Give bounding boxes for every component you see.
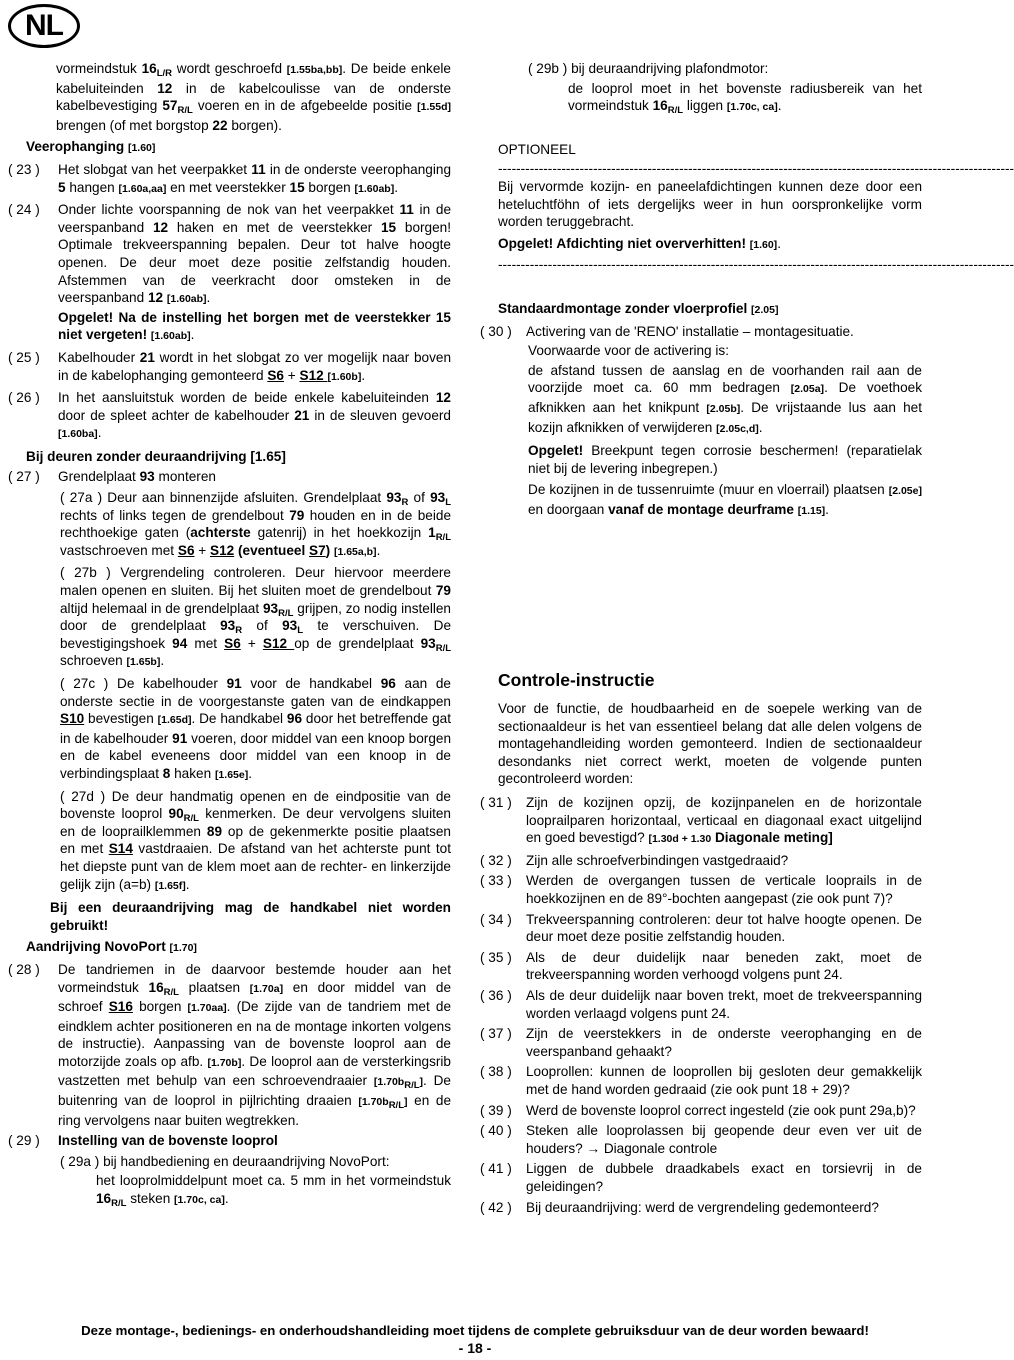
step-25: ( 25 ) Kabelhouder 21 wordt in het slobgat zo ver mogelijk naar boven in de kabelophanging gemonteerd S6 + S12 [1.60b]. <box>8 349 451 383</box>
step-30-text: de afstand tussen de aanslag en de voorhanden rail aan de voorzijde moet ca. 60 mm bedragen [2.05a]. De voethoek afknikken aan het knikpunt [2.05b]. De vrijstaande lus aan het kozijn afknikken of verwijderen [2.05c,d]. <box>528 362 923 435</box>
check-37: ( 37 ) Zijn de veerstekkers in de onderste veerophanging en de veerspanband gehaakt? <box>480 1026 922 1059</box>
right-column <box>480 60 1014 1216</box>
divider-top: ------------------------------------------------------------------------------------------------------------------ <box>498 161 1014 177</box>
divider-bottom: ------------------------------------------------------------------------------------------------------------------ <box>498 257 1014 273</box>
heading-veerophanging: Veerophanging [1.60] <box>26 139 156 155</box>
check-38: ( 38 ) Looprollen: kunnen de looprollen bij gesloten deur gemakkelijk met de hand worden gedraaid (zie ook punt 18 + 29)? <box>480 1064 922 1097</box>
check-42: ( 42 ) Bij deuraandrijving: werd de vergrendeling gedemonteerd? <box>480 1199 879 1215</box>
controle-intro: Voor de functie, de houdbaarheid en de soepele werking van de sectionaaldeur is het van essentieel belang dat alle delen volgens de montagehandleiding worden gemonteerd. Indien de sectionaaldeur desondanks niet correct werkt, moeten de volgende punten gecontroleerd worden: <box>498 701 922 787</box>
intro-paragraph: vormeindstuk $16_{L/R}$ wordt geschroefd [1.55ba,bb]. De beide enkele kabeluiteinden 12 in de kabelcoulisse van de onderste kabelbevestiging $57_{R/L}$ voeren en in de afgebeelde positie [1.55d] brengen (of met borgstop 22 borgen). <box>56 61 452 133</box>
step-30-warning: Opgelet! Breekpunt tegen corrosie beschermen! (reparatielak niet bij de levering inbegrepen.) <box>528 443 922 476</box>
step-29b-text: de looprol moet in het bovenste radiusbereik van het vormeindstuk $16_{R/L}$ liggen [1.70c, ca]. <box>568 80 922 117</box>
step-29a: ( 29a ) bij handbediening en deuraandrijving NovoPort: <box>60 1153 390 1169</box>
controle-title: Controle-instructie <box>498 670 655 691</box>
step-27a: ( 27a ) Deur aan binnenzijde afsluiten. Grendelplaat $93_R$ of $93_L$ rechts of links tegen de grendelbout 79 houden en in de beide rechthoekige gaten (achterste gatenrij) in het hoekkozijn $1_{R/L}$ vastschroeven met S6 + S12 (eventueel S7) [1.65a,b]. <box>60 490 451 558</box>
warning-veerstekker: Opgelet! Na de instelling het borgen met de veerstekker 15 niet vergeten! <box>58 309 451 343</box>
optional-text: Bij vervormde kozijn- en paneelafdichtingen kunnen deze door een heteluchtföhn of iets dergelijks weer in hun oorspronkelijke vorm worden teruggebracht. <box>498 178 922 230</box>
voorwaarde: Voorwaarde voor de activering is: <box>528 343 729 359</box>
step-27d: ( 27d ) De deur handmatig openen en de eindpositie van de bovenste looprol $90_{R/L}$ kenmerken. De deur vervolgens sluiten en de looprailklemmen 89 op de gekenmerkte positie plaatsen en met S14 vastdraaien. De afstand van het achterste punt tot het diepste punt van de klem moet aan de rechter- en linkerzijde gelijk zijn (a=b) [1.65f]. <box>60 788 451 892</box>
page-number: - 18 - <box>458 1340 492 1356</box>
step-28: ( 28 ) De tandriemen in de daarvoor bestemde houder aan het vormeindstuk $16_{R/L}$ plaatsen [1.70a] en door middel van de schroef S16 borgen [1.70aa]. (De zijde van de tandriem met de eindklem achter positioneren en na de montage inkorten volgens de instructie). Aanpassing van de bovenste looprol aan de motorzijde zoals op afb. [1.70b]. De looprol aan de versterkingsrib vastzetten met behulp van een schroevendraaier $[1.70b_{R/L}]$. De buitenring van de looprol in pijlrichting draaien $[1.70b_{R/L}]$ en de ring vervolgens naar buiten wegtrekken. <box>8 961 452 1128</box>
check-33: ( 33 ) Werden de overgangen tussen de verticale looprails in de hoekkozijnen en de 89°-bochten aangepast (zie ook punt 7)? <box>480 873 922 906</box>
step-23: ( 23 ) Het slobgat van het veerpakket 11 in de onderste veerophanging 5 hangen [1.60a,aa] en met veerstekker 15 borgen [1.60ab]. <box>8 161 452 195</box>
check-35: ( 35 ) Als de deur duidelijk naar beneden zakt, moet de trekveerspanning worden verhoogd volgens punt 24. <box>480 949 922 983</box>
language-badge: NL <box>8 4 80 48</box>
step-27b: ( 27b ) Vergrendeling controleren. Deur hiervoor meerdere malen openen en sluiten. Bij het sluiten moet de grendelbout 79 altijd helemaal in de grendelplaat $93_{R/L}$ grijpen, zo nodig instellen door de grendelplaat $93_R$ of $93_L$ te verschuiven. De bevestigingshoek 94 met S6 + S12 op de grendelplaat $93_{R/L}$ schroeven [1.65b]. <box>60 565 452 669</box>
check-32: ( 32 ) Zijn alle schroefverbindingen vastgedraaid? <box>480 852 789 868</box>
optional-warning: Opgelet! Afdichting niet oververhitten! [1.60]. <box>498 235 781 251</box>
step-27c: ( 27c ) De kabelhouder 91 voor de handkabel 96 aan de onderste sectie in de voorgestanste gaten van de eindkappen S10 bevestigen [1.65d]. De handkabel 96 door het betreffende gat in de kabelhouder 91 voeren, door middel van een knoop borgen en de kabel eveneens door middel van een knoop in de verbindingsplaat 8 haken [1.65e]. <box>60 676 452 781</box>
footer-notice: Deze montage-, bedienings- en onderhoudshandleiding moet tijdens de complete gebruiksduur van de deur worden bewaard! <box>81 1323 869 1338</box>
step-24: ( 24 ) Onder lichte voorspanning de nok van het veerpakket 11 in de veerspanband 12 haken en met de veerstekker 15 borgen! Optimale trekveerspanning bepalen. Deur tot halve hoogte openen. De deur moet deze positie zelfstandig houden. Afstemmen van de veerkracht door omsteken in de veerspanband 12 [1.60ab]. Opgelet! Na de instelling het borgen met de veerstekker 15 niet vergeten! [1.60ab]. <box>8 202 451 343</box>
check-39: ( 39 ) Werd de bovenste looprol correct ingesteld (zie ook punt 29a,b)? <box>480 1102 916 1118</box>
step-27: ( 27 ) Grendelplaat 93 monteren <box>8 469 216 485</box>
step-29a-text: het looprolmiddelpunt moet ca. 5 mm in het vormeindstuk $16_{R/L}$ steken [1.70c, ca]. <box>96 1173 451 1210</box>
check-40: ( 40 ) Steken alle looprolassen bij geopende deur even ver uit de houders? → Diagonale controle <box>480 1123 922 1156</box>
check-41: ( 41 ) Liggen de dubbele draadkabels exact en torsievrij in de geleidingen? <box>480 1161 922 1194</box>
step-30-kozijnen: De kozijnen in de tussenruimte (muur en vloerrail) plaatsen [2.05e] en doorgaan vanaf de montage deurframe [1.15]. <box>528 482 922 517</box>
check-36: ( 36 ) Als de deur duidelijk naar boven trekt, moet de trekveerspanning worden verlaagd volgens punt 24. <box>480 987 922 1021</box>
heading-standaardmontage: Standaardmontage zonder vloerprofiel [2.05] <box>498 300 779 316</box>
heading-zonder-deuraandrijving: Bij deuren zonder deuraandrijving [1.65] <box>26 448 286 464</box>
check-34: ( 34 ) Trekveerspanning controleren: deur tot halve hoogte openen. De deur moet deze positie zelfstandig houden. <box>480 911 922 945</box>
warning-handkabel: Bij een deuraandrijving mag de handkabel niet worden gebruikt! <box>50 900 451 933</box>
optional-label: OPTIONEEL <box>498 141 576 157</box>
step-30: ( 30 ) Activering van de 'RENO' installatie – montagesituatie. <box>480 323 854 339</box>
step-26: ( 26 ) In het aansluitstuk worden de beide enkele kabeluiteinden 12 door de spleet achter de kabelhouder 21 in de sleuven gevoerd [1.60ba]. <box>8 390 451 441</box>
heading-novoport: Aandrijving NovoPort [1.70] <box>26 939 197 955</box>
left-column <box>8 60 451 1210</box>
step-29: ( 29 ) Instelling van de bovenste looprol <box>8 1133 278 1149</box>
check-31: ( 31 ) Zijn de kozijnen opzij, de kozijnpanelen en de horizontale looprailparen horizontaal, verticaal en diagonaal exact uitgelijnd en goed bevestigd? [1.30d + 1.30 Diagonale meting] <box>480 795 922 846</box>
step-29b: ( 29b ) bij deuraandrijving plafondmotor: <box>528 61 769 76</box>
